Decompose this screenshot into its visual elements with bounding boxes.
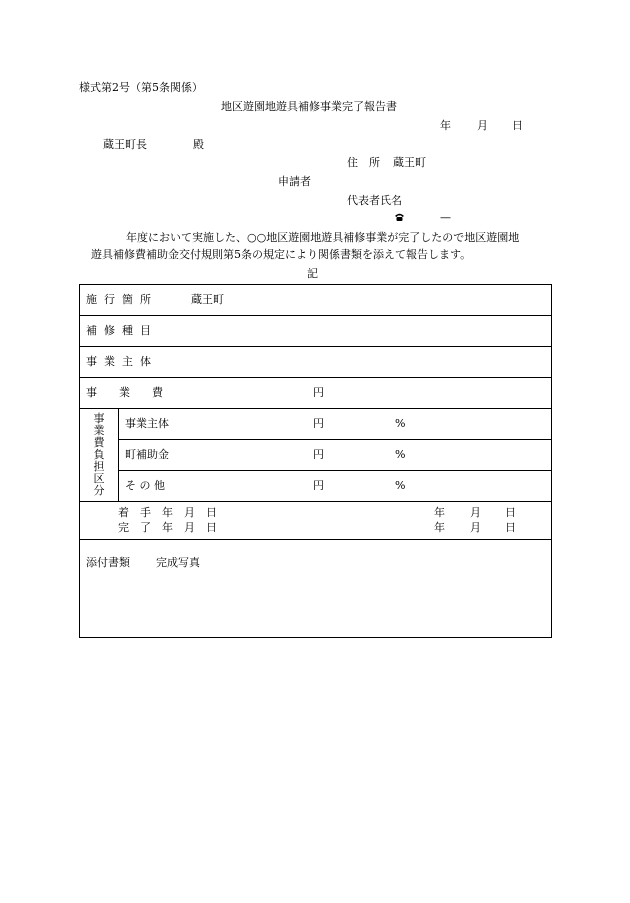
start-date-label: 着 手 年 月 日 [118, 506, 217, 519]
ki-mark: 記 [307, 267, 318, 280]
location-label: 施行箇所 [86, 293, 158, 306]
burden-row [80, 471, 552, 502]
body-text-line1: 年度において実施した、○○地区遊園地遊具補修事業が完了したので地区遊園地 [126, 231, 520, 244]
row-location [80, 285, 552, 316]
burden-percent-unit: % [395, 479, 406, 492]
form-number: 様式第2号（第5条関係） [79, 81, 203, 94]
attachments-label: 添付書類 [86, 556, 130, 569]
date-year: 年 [440, 119, 451, 132]
row-schedule [80, 502, 552, 540]
document-title: 地区遊園地遊具補修事業完了報告書 [221, 100, 397, 113]
end-day: 日 [505, 521, 516, 534]
burden-yen-unit: 円 [313, 417, 324, 430]
operator-label: 事業主体 [86, 355, 158, 368]
row-operator [80, 347, 552, 378]
attachments-value: 完成写真 [156, 556, 200, 569]
burden-yen-unit: 円 [313, 448, 324, 461]
date-month: 月 [477, 119, 488, 132]
row-attachments [80, 540, 552, 638]
cost-yen-unit: 円 [313, 386, 324, 399]
burden-row [80, 409, 552, 440]
telephone-icon [394, 212, 405, 225]
cost-label: 事業費 [86, 386, 185, 399]
addressee-name: 蔵王町長 [103, 138, 147, 151]
address-value: 蔵王町 [393, 156, 426, 169]
burden-percent-unit: % [395, 417, 406, 430]
repair-type-label: 補修種目 [86, 324, 158, 337]
start-month: 月 [470, 506, 481, 519]
phone-dash: — [440, 211, 451, 224]
row-cost [80, 378, 552, 409]
burden-label: 町補助金 [125, 448, 169, 461]
location-value: 蔵王町 [191, 293, 224, 306]
start-year: 年 [434, 506, 445, 519]
burden-yen-unit: 円 [313, 479, 324, 492]
representative-label: 代表者氏名 [347, 194, 402, 207]
date-day: 日 [512, 119, 523, 132]
burden-label: 事業主体 [125, 417, 169, 430]
body-text-line2: 遊具補修費補助金交付規則第5条の規定により関係書類を添えて報告します。 [91, 248, 472, 261]
report-table [79, 284, 552, 638]
applicant-label: 申請者 [278, 175, 311, 188]
end-month: 月 [470, 521, 481, 534]
row-repair-type [80, 316, 552, 347]
addressee-honorific: 殿 [193, 138, 204, 151]
burden-row [80, 440, 552, 471]
burden-percent-unit: % [395, 448, 406, 461]
burden-category-label: 事 業 費 負 担 区 分 [80, 409, 119, 502]
address-label: 住 所 [347, 156, 380, 169]
start-day: 日 [505, 506, 516, 519]
end-date-label: 完 了 年 月 日 [118, 521, 217, 534]
end-year: 年 [434, 521, 445, 534]
burden-label: そ の 他 [125, 479, 165, 492]
